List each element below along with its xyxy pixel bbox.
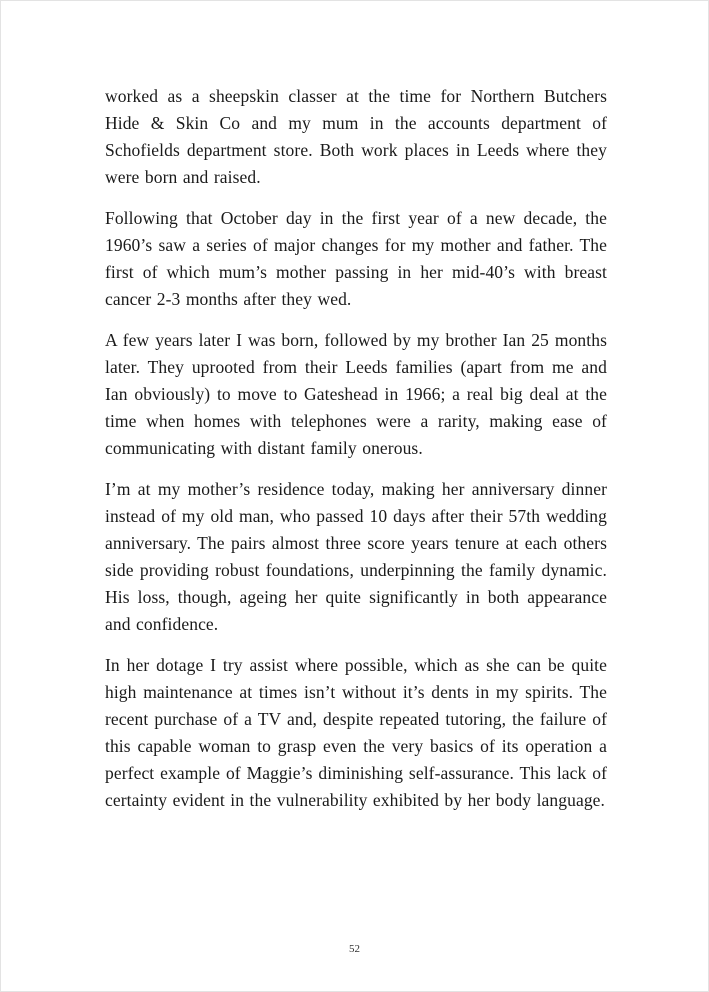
paragraph-4: I’m at my mother’s residence today, making her anniversary dinner instead of my old man, who passed 10 days after their 57th wedding anniversary. The pairs almost three score years tenure at each others side providing robust foundations, underpinning the family dynamic. His loss, though, ageing her quite significantly in both appearance and confidence.	[105, 479, 607, 634]
paragraph-3: A few years later I was born, followed by my brother Ian 25 months later. They uprooted from their Leeds families (apart from me and Ian obviously) to move to Gateshead in 1966; a real big deal at the time when homes with telephones were a rarity, making ease of communicating with distant family onerous.	[105, 330, 607, 458]
page-content	[105, 83, 607, 814]
page-number: 52	[349, 943, 360, 955]
paragraph-5: In her dotage I try assist where possible, which as she can be quite high maintenance at times isn’t without it’s dents in my spirits. The recent purchase of a TV and, despite repeated tutoring, the failure of this capable woman to grasp even the very basics of its operation a perfect example of Maggie’s diminishing self-assurance. This lack of certainty evident in the vulnerability exhibited by her body language.	[105, 655, 607, 810]
paragraph-1: worked as a sheepskin classer at the time for Northern Butchers Hide & Skin Co and my mum in the accounts department of Schofields department store. Both work places in Leeds where they were born and raised.	[105, 86, 607, 187]
paragraph-2: Following that October day in the first year of a new decade, the 1960’s saw a series of major changes for my mother and father. The first of which mum’s mother passing in her mid-40’s with breast cancer 2-3 months after they wed.	[105, 208, 607, 309]
